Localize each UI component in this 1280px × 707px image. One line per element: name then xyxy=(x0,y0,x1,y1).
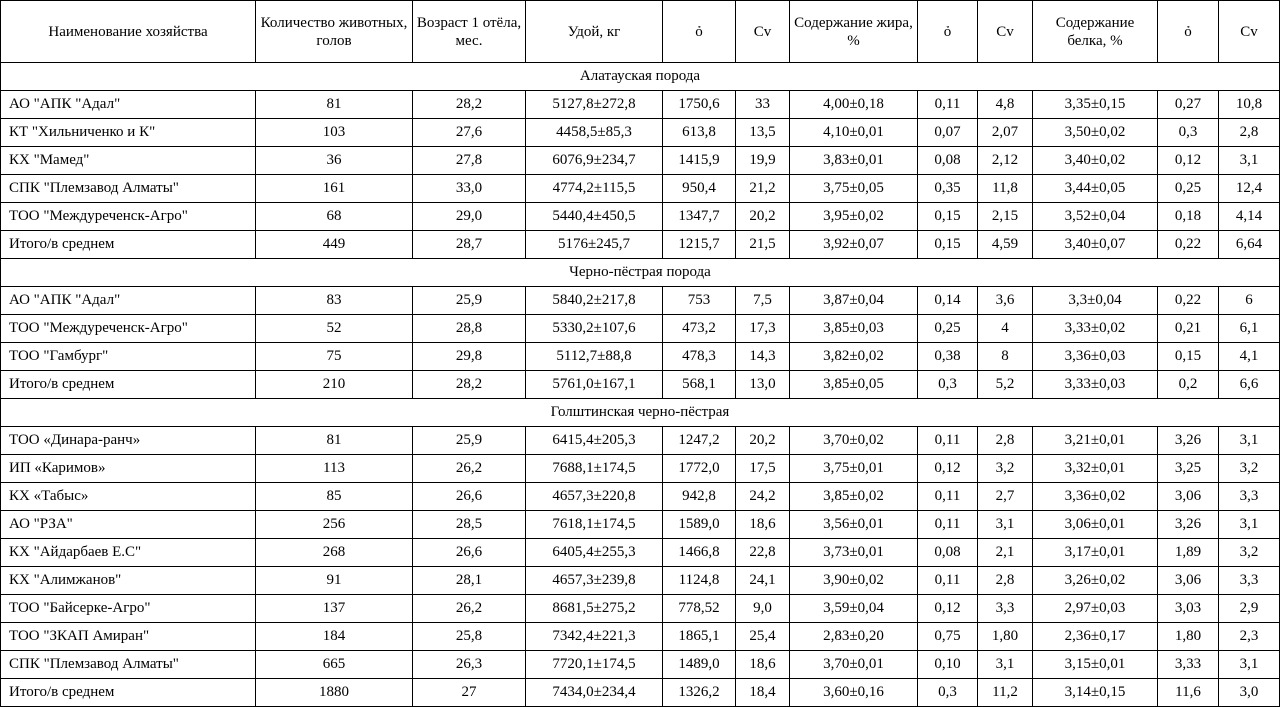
table-cell: 3,1 xyxy=(1219,147,1280,175)
table-cell: 12,4 xyxy=(1219,175,1280,203)
table-cell: 26,6 xyxy=(413,483,526,511)
header-first-calving-age: Возраст 1 отёла, мес. xyxy=(413,1,526,63)
table-cell: 3,26 xyxy=(1158,427,1219,455)
table-row xyxy=(1,455,1280,483)
table-cell: 3,26 xyxy=(1158,511,1219,539)
table-row xyxy=(1,623,1280,651)
farm-name-cell: ИП «Каримов» xyxy=(1,455,256,483)
table-cell: 6 xyxy=(1219,287,1280,315)
table-row xyxy=(1,651,1280,679)
table-cell: 3,1 xyxy=(1219,511,1280,539)
table-cell: 81 xyxy=(256,91,413,119)
table-cell: 26,6 xyxy=(413,539,526,567)
table-cell: 0,2 xyxy=(1158,371,1219,399)
table-cell: 3,25 xyxy=(1158,455,1219,483)
table-cell: 0,11 xyxy=(918,427,978,455)
table-cell: 0,22 xyxy=(1158,287,1219,315)
table-cell: 3,40±0,07 xyxy=(1033,231,1158,259)
table-cell: 1124,8 xyxy=(663,567,736,595)
table-cell: 3,06 xyxy=(1158,567,1219,595)
table-cell: 0,07 xyxy=(918,119,978,147)
table-cell: 665 xyxy=(256,651,413,679)
table-cell: 9,0 xyxy=(736,595,790,623)
table-cell: 11,2 xyxy=(978,679,1033,707)
header-farm-name: Наименование хозяйства xyxy=(1,1,256,63)
table-cell: 3,87±0,04 xyxy=(790,287,918,315)
farm-name-cell: КХ "Алимжанов" xyxy=(1,567,256,595)
farm-name-cell: КХ «Табыс» xyxy=(1,483,256,511)
table-cell: 26,3 xyxy=(413,651,526,679)
table-cell: 52 xyxy=(256,315,413,343)
table-row xyxy=(1,371,1280,399)
table-cell: 0,11 xyxy=(918,483,978,511)
table-cell: 3,0 xyxy=(1219,679,1280,707)
table-cell: 0,08 xyxy=(918,147,978,175)
table-cell: 4657,3±220,8 xyxy=(526,483,663,511)
table-cell: 4657,3±239,8 xyxy=(526,567,663,595)
table-cell: 2,07 xyxy=(978,119,1033,147)
table-cell: 3,59±0,04 xyxy=(790,595,918,623)
table-cell: 28,2 xyxy=(413,91,526,119)
table-cell: 2,1 xyxy=(978,539,1033,567)
table-cell: 26,2 xyxy=(413,455,526,483)
table-cell: 449 xyxy=(256,231,413,259)
section-row xyxy=(1,63,1280,91)
table-cell: 478,3 xyxy=(663,343,736,371)
table-cell: 3,85±0,02 xyxy=(790,483,918,511)
table-cell: 2,15 xyxy=(978,203,1033,231)
table-cell: 2,3 xyxy=(1219,623,1280,651)
table-cell: 2,97±0,03 xyxy=(1033,595,1158,623)
table-row xyxy=(1,511,1280,539)
header-protein-sigma: ỏ xyxy=(1158,1,1219,63)
table-cell: 5330,2±107,6 xyxy=(526,315,663,343)
table-cell: 3,33±0,02 xyxy=(1033,315,1158,343)
table-cell: 1489,0 xyxy=(663,651,736,679)
table-cell: 613,8 xyxy=(663,119,736,147)
table-cell: 778,52 xyxy=(663,595,736,623)
table-cell: 3,52±0,04 xyxy=(1033,203,1158,231)
table-cell: 28,1 xyxy=(413,567,526,595)
header-protein-cv: Cv xyxy=(1219,1,1280,63)
table-cell: 5840,2±217,8 xyxy=(526,287,663,315)
farm-name-cell: Итого/в среднем xyxy=(1,679,256,707)
table-cell: 8 xyxy=(978,343,1033,371)
table-cell: 3,33 xyxy=(1158,651,1219,679)
table-cell: 13,5 xyxy=(736,119,790,147)
table-cell: 3,85±0,03 xyxy=(790,315,918,343)
table-cell: 5,2 xyxy=(978,371,1033,399)
table-cell: 5112,7±88,8 xyxy=(526,343,663,371)
header-yield-cv: Cv xyxy=(736,1,790,63)
header-row xyxy=(1,1,1280,63)
table-cell: 28,7 xyxy=(413,231,526,259)
table-cell: 2,36±0,17 xyxy=(1033,623,1158,651)
table-cell: 0,25 xyxy=(1158,175,1219,203)
farm-name-cell: ТОО «Динара-ранч» xyxy=(1,427,256,455)
table-cell: 4,8 xyxy=(978,91,1033,119)
table-cell: 24,1 xyxy=(736,567,790,595)
table-cell: 0,18 xyxy=(1158,203,1219,231)
table-cell: 3,06 xyxy=(1158,483,1219,511)
table-cell: 568,1 xyxy=(663,371,736,399)
table-cell: 3,33±0,03 xyxy=(1033,371,1158,399)
table-cell: 4 xyxy=(978,315,1033,343)
table-cell: 3,26±0,02 xyxy=(1033,567,1158,595)
table-cell: 0,3 xyxy=(918,371,978,399)
table-cell: 0,22 xyxy=(1158,231,1219,259)
table-cell: 753 xyxy=(663,287,736,315)
table-cell: 3,75±0,01 xyxy=(790,455,918,483)
table-cell: 113 xyxy=(256,455,413,483)
table-cell: 11,8 xyxy=(978,175,1033,203)
header-milk-yield: Удой, кг xyxy=(526,1,663,63)
table-cell: 7688,1±174,5 xyxy=(526,455,663,483)
table-cell: 3,60±0,16 xyxy=(790,679,918,707)
table-cell: 1865,1 xyxy=(663,623,736,651)
table-cell: 7342,4±221,3 xyxy=(526,623,663,651)
table-cell: 33,0 xyxy=(413,175,526,203)
table-cell: 1215,7 xyxy=(663,231,736,259)
table-cell: 91 xyxy=(256,567,413,595)
table-cell: 6076,9±234,7 xyxy=(526,147,663,175)
table-cell: 3,36±0,02 xyxy=(1033,483,1158,511)
table-cell: 1466,8 xyxy=(663,539,736,567)
table-cell: 3,2 xyxy=(1219,455,1280,483)
table-cell: 6,64 xyxy=(1219,231,1280,259)
table-cell: 0,38 xyxy=(918,343,978,371)
table-row xyxy=(1,427,1280,455)
table-cell: 0,11 xyxy=(918,511,978,539)
table-cell: 4,1 xyxy=(1219,343,1280,371)
table-cell: 0,12 xyxy=(918,595,978,623)
table-cell: 3,90±0,02 xyxy=(790,567,918,595)
table-cell: 68 xyxy=(256,203,413,231)
table-cell: 85 xyxy=(256,483,413,511)
table-cell: 22,8 xyxy=(736,539,790,567)
table-cell: 4774,2±115,5 xyxy=(526,175,663,203)
table-cell: 4,10±0,01 xyxy=(790,119,918,147)
table-cell: 3,75±0,05 xyxy=(790,175,918,203)
table-cell: 950,4 xyxy=(663,175,736,203)
table-cell: 27,6 xyxy=(413,119,526,147)
table-cell: 3,14±0,15 xyxy=(1033,679,1158,707)
table-cell: 3,95±0,02 xyxy=(790,203,918,231)
table-cell: 4,00±0,18 xyxy=(790,91,918,119)
table-row xyxy=(1,679,1280,707)
table-cell: 29,8 xyxy=(413,343,526,371)
table-cell: 2,9 xyxy=(1219,595,1280,623)
header-animal-count: Количество животных, голов xyxy=(256,1,413,63)
table-cell: 2,8 xyxy=(1219,119,1280,147)
table-row xyxy=(1,595,1280,623)
farm-name-cell: ТОО "Междуреченск-Агро" xyxy=(1,315,256,343)
table-cell: 7720,1±174,5 xyxy=(526,651,663,679)
table-cell: 1,80 xyxy=(978,623,1033,651)
table-cell: 3,35±0,15 xyxy=(1033,91,1158,119)
table-cell: 19,9 xyxy=(736,147,790,175)
table-cell: 256 xyxy=(256,511,413,539)
table-row xyxy=(1,287,1280,315)
table-cell: 75 xyxy=(256,343,413,371)
table-cell: 8681,5±275,2 xyxy=(526,595,663,623)
table-cell: 13,0 xyxy=(736,371,790,399)
table-cell: 81 xyxy=(256,427,413,455)
table-cell: 27 xyxy=(413,679,526,707)
table-cell: 0,27 xyxy=(1158,91,1219,119)
table-cell: 3,44±0,05 xyxy=(1033,175,1158,203)
table-cell: 3,1 xyxy=(978,651,1033,679)
table-row xyxy=(1,539,1280,567)
table-cell: 2,7 xyxy=(978,483,1033,511)
table-cell: 18,6 xyxy=(736,651,790,679)
table-cell: 184 xyxy=(256,623,413,651)
farm-name-cell: ТОО "ЗКАП Амиран" xyxy=(1,623,256,651)
table-cell: 7618,1±174,5 xyxy=(526,511,663,539)
farm-name-cell: АО "АПК "Адал" xyxy=(1,287,256,315)
farm-name-cell: КХ "Мамед" xyxy=(1,147,256,175)
section-row xyxy=(1,259,1280,287)
section-title: Алатауская порода xyxy=(1,63,1280,91)
table-cell: 3,56±0,01 xyxy=(790,511,918,539)
table-cell: 7434,0±234,4 xyxy=(526,679,663,707)
table-cell: 0,3 xyxy=(1158,119,1219,147)
header-protein-content: Содержание белка, % xyxy=(1033,1,1158,63)
table-cell: 3,36±0,03 xyxy=(1033,343,1158,371)
farm-name-cell: ТОО "Междуреченск-Агро" xyxy=(1,203,256,231)
table-cell: 1,80 xyxy=(1158,623,1219,651)
table-cell: 6,1 xyxy=(1219,315,1280,343)
table-body xyxy=(1,63,1280,707)
table-cell: 25,4 xyxy=(736,623,790,651)
table-cell: 1772,0 xyxy=(663,455,736,483)
table-row xyxy=(1,231,1280,259)
table-row xyxy=(1,91,1280,119)
table-cell: 5127,8±272,8 xyxy=(526,91,663,119)
table-cell: 20,2 xyxy=(736,203,790,231)
table-cell: 17,5 xyxy=(736,455,790,483)
table-cell: 3,17±0,01 xyxy=(1033,539,1158,567)
table-cell: 268 xyxy=(256,539,413,567)
table-cell: 0,11 xyxy=(918,91,978,119)
farm-name-cell: СПК "Племзавод Алматы" xyxy=(1,175,256,203)
table-cell: 0,15 xyxy=(918,231,978,259)
table-cell: 3,50±0,02 xyxy=(1033,119,1158,147)
farm-name-cell: КХ "Айдарбаев Е.С" xyxy=(1,539,256,567)
table-cell: 0,15 xyxy=(918,203,978,231)
table-cell: 3,83±0,01 xyxy=(790,147,918,175)
table-cell: 10,8 xyxy=(1219,91,1280,119)
table-cell: 3,3 xyxy=(978,595,1033,623)
table-cell: 2,83±0,20 xyxy=(790,623,918,651)
farm-name-cell: АО "АПК "Адал" xyxy=(1,91,256,119)
header-fat-content: Содержание жира, % xyxy=(790,1,918,63)
table-row xyxy=(1,315,1280,343)
table-cell: 3,73±0,01 xyxy=(790,539,918,567)
table-cell: 0,75 xyxy=(918,623,978,651)
farm-name-cell: ТОО "Байсерке-Агро" xyxy=(1,595,256,623)
table-cell: 2,8 xyxy=(978,427,1033,455)
table-cell: 27,8 xyxy=(413,147,526,175)
table-cell: 36 xyxy=(256,147,413,175)
table-cell: 3,21±0,01 xyxy=(1033,427,1158,455)
table-cell: 3,40±0,02 xyxy=(1033,147,1158,175)
table-cell: 0,15 xyxy=(1158,343,1219,371)
table-cell: 3,06±0,01 xyxy=(1033,511,1158,539)
table-cell: 1880 xyxy=(256,679,413,707)
table-cell: 21,5 xyxy=(736,231,790,259)
farm-name-cell: Итого/в среднем xyxy=(1,371,256,399)
table-cell: 0,10 xyxy=(918,651,978,679)
table-cell: 3,3 xyxy=(1219,483,1280,511)
table-cell: 1750,6 xyxy=(663,91,736,119)
table-cell: 21,2 xyxy=(736,175,790,203)
table-cell: 1,89 xyxy=(1158,539,1219,567)
table-row xyxy=(1,119,1280,147)
farm-name-cell: СПК "Племзавод Алматы" xyxy=(1,651,256,679)
table-cell: 4,59 xyxy=(978,231,1033,259)
table-cell: 5761,0±167,1 xyxy=(526,371,663,399)
table-cell: 0,25 xyxy=(918,315,978,343)
table-cell: 3,3 xyxy=(1219,567,1280,595)
table-row xyxy=(1,567,1280,595)
table-cell: 6415,4±205,3 xyxy=(526,427,663,455)
table-cell: 2,8 xyxy=(978,567,1033,595)
table-cell: 3,70±0,01 xyxy=(790,651,918,679)
table-cell: 25,9 xyxy=(413,427,526,455)
table-cell: 11,6 xyxy=(1158,679,1219,707)
table-cell: 473,2 xyxy=(663,315,736,343)
header-yield-sigma: ỏ xyxy=(663,1,736,63)
table-cell: 3,1 xyxy=(1219,651,1280,679)
table-cell: 103 xyxy=(256,119,413,147)
table-cell: 0,11 xyxy=(918,567,978,595)
table-cell: 2,12 xyxy=(978,147,1033,175)
farm-name-cell: ТОО "Гамбург" xyxy=(1,343,256,371)
table-cell: 3,2 xyxy=(1219,539,1280,567)
table-cell: 25,8 xyxy=(413,623,526,651)
table-cell: 0,14 xyxy=(918,287,978,315)
table-cell: 24,2 xyxy=(736,483,790,511)
table-cell: 1347,7 xyxy=(663,203,736,231)
farm-name-cell: Итого/в среднем xyxy=(1,231,256,259)
table-cell: 4458,5±85,3 xyxy=(526,119,663,147)
table-cell: 6,6 xyxy=(1219,371,1280,399)
table-cell: 29,0 xyxy=(413,203,526,231)
table-cell: 28,5 xyxy=(413,511,526,539)
table-cell: 20,2 xyxy=(736,427,790,455)
table-cell: 3,03 xyxy=(1158,595,1219,623)
table-cell: 1326,2 xyxy=(663,679,736,707)
table-cell: 17,3 xyxy=(736,315,790,343)
table-cell: 210 xyxy=(256,371,413,399)
table-cell: 83 xyxy=(256,287,413,315)
table-row xyxy=(1,343,1280,371)
table-row xyxy=(1,483,1280,511)
table-cell: 137 xyxy=(256,595,413,623)
table-cell: 4,14 xyxy=(1219,203,1280,231)
table-cell: 33 xyxy=(736,91,790,119)
table-cell: 3,1 xyxy=(1219,427,1280,455)
table-cell: 0,3 xyxy=(918,679,978,707)
table-cell: 1415,9 xyxy=(663,147,736,175)
table-cell: 0,08 xyxy=(918,539,978,567)
farm-name-cell: КТ "Хильниченко и К" xyxy=(1,119,256,147)
table-cell: 28,2 xyxy=(413,371,526,399)
table-cell: 3,32±0,01 xyxy=(1033,455,1158,483)
table-cell: 7,5 xyxy=(736,287,790,315)
table-cell: 18,4 xyxy=(736,679,790,707)
table-cell: 3,1 xyxy=(978,511,1033,539)
table-cell: 0,21 xyxy=(1158,315,1219,343)
header-fat-cv: Cv xyxy=(978,1,1033,63)
table-cell: 161 xyxy=(256,175,413,203)
table-cell: 3,82±0,02 xyxy=(790,343,918,371)
table-cell: 942,8 xyxy=(663,483,736,511)
section-row xyxy=(1,399,1280,427)
farm-name-cell: АО "РЗА" xyxy=(1,511,256,539)
table-row xyxy=(1,203,1280,231)
table-cell: 0,35 xyxy=(918,175,978,203)
table-cell: 0,12 xyxy=(1158,147,1219,175)
table-cell: 0,12 xyxy=(918,455,978,483)
table-cell: 3,6 xyxy=(978,287,1033,315)
table-row xyxy=(1,175,1280,203)
table-cell: 26,2 xyxy=(413,595,526,623)
header-fat-sigma: ỏ xyxy=(918,1,978,63)
table-cell: 5176±245,7 xyxy=(526,231,663,259)
table-cell: 25,9 xyxy=(413,287,526,315)
table-cell: 3,2 xyxy=(978,455,1033,483)
section-title: Голштинская черно-пёстрая xyxy=(1,399,1280,427)
table-cell: 3,70±0,02 xyxy=(790,427,918,455)
table-cell: 14,3 xyxy=(736,343,790,371)
table-cell: 3,92±0,07 xyxy=(790,231,918,259)
table-cell: 1589,0 xyxy=(663,511,736,539)
table-row xyxy=(1,147,1280,175)
table-cell: 6405,4±255,3 xyxy=(526,539,663,567)
section-title: Черно-пёстрая порода xyxy=(1,259,1280,287)
table-cell: 3,3±0,04 xyxy=(1033,287,1158,315)
table-cell: 28,8 xyxy=(413,315,526,343)
table-cell: 5440,4±450,5 xyxy=(526,203,663,231)
table-cell: 1247,2 xyxy=(663,427,736,455)
table-cell: 3,85±0,05 xyxy=(790,371,918,399)
table-cell: 3,15±0,01 xyxy=(1033,651,1158,679)
table-cell: 18,6 xyxy=(736,511,790,539)
